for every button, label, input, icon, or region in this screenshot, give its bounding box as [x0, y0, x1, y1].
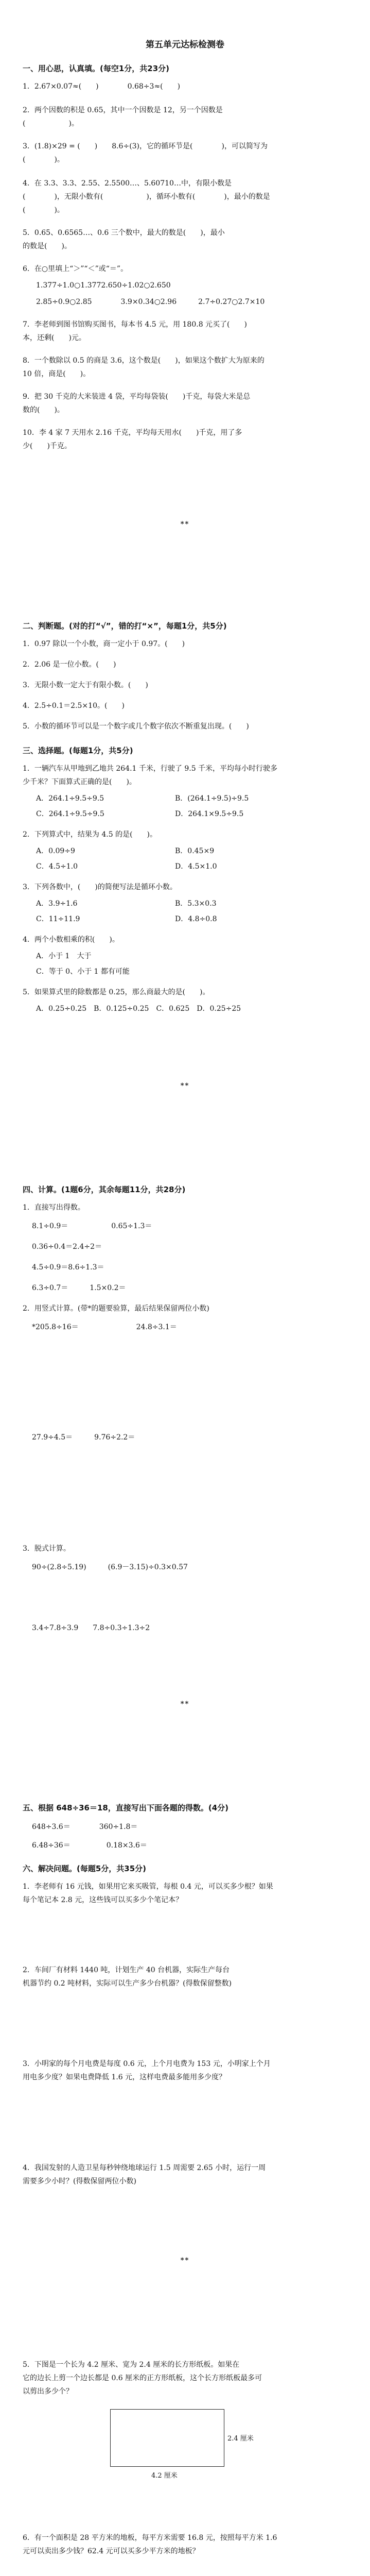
s4-row3: 4.5÷0.9＝8.6÷1.3＝	[32, 1263, 104, 1272]
s6-q6b: 元可以卖出多少钱？62.4 元可以买多少平方米的地板？	[23, 2547, 200, 2555]
s5-row2: 6.48÷36＝ 0.18×3.6＝	[32, 1841, 147, 1850]
s1-q2b: ( )。	[23, 120, 79, 128]
s1-q6: 6．在○里填上“＞”“＜”或“＝”。	[23, 265, 128, 273]
section-2-heading: 二、判断题。(对的打“√”，错的打“×”，每题1分，共5分)	[23, 621, 227, 631]
s2-q5: 5．小数的循环节可以是一个数字或几个数字依次不断重复出现。( )	[23, 722, 249, 731]
s1-q3b: ( )。	[23, 156, 64, 164]
s6-q3b: 用电多少度？如果电费降低 1.6 元，这样电费最多能用多少度？	[23, 2073, 226, 2081]
s1-q2a: 2．两个因数的积是 0.65，其中一个因数是 12，另一个因数是	[23, 106, 223, 114]
s3-q4-optB: C．等于 0、小于 1 都有可能	[36, 968, 130, 976]
s4-row5: *205.8÷16＝ 24.8÷3.1＝	[32, 1323, 177, 1331]
s3-q3-optC: C．11÷11.9	[36, 915, 80, 923]
s1-q3a: 3．(1.8)×29 = ( ) 8.6÷(3)，它的循环节是( )，可以简写为	[23, 142, 268, 150]
s3-q3-optB: B．5.3×0.3	[175, 900, 217, 908]
s6-q5a: 5．下图是一个长为 4.2 厘米、宽为 2.4 厘米的长方形纸板。如果在	[23, 2361, 240, 2369]
s6-q6a: 6．有一个面积是 28 平方米的地板，每平方米需要 16.8 元，按照每平方米 1.6	[23, 2534, 277, 2542]
s1-q10a: 10．李 4 家 7 天用水 2.16 千克，平均每天用水( )千克，用了多	[23, 429, 242, 437]
rect-height-label: 2.4 厘米	[227, 2435, 254, 2443]
s3-q3-optA: A．3.9÷1.6	[36, 900, 78, 908]
s1-q7a: 7．李老师到图书馆购买图书，每本书 4.5 元，用 180.8 元买了( )	[23, 320, 247, 329]
s6-q5c: 以剪出多少个？	[23, 2387, 73, 2396]
page-separator: **	[180, 1700, 190, 1708]
s4-q1: 1．直接写出得数。	[23, 1204, 85, 1212]
section-4-heading: 四、计算。(1题6分，其余每题11分，共28分)	[23, 1185, 186, 1194]
s1-q4c: ( )。	[23, 206, 64, 214]
s3-q1b: 少千米？下面算式正确的是( )。	[23, 778, 136, 786]
s1-q1: 1．2.67×0.07≈( ) 0.68÷3≈( )	[23, 82, 181, 91]
s3-q2-optA: A．0.09÷9	[36, 847, 75, 855]
page-separator: **	[180, 1082, 190, 1090]
s3-q2-optD: D．4.5×1.0	[175, 862, 217, 871]
s1-q8a: 8．一个数除以 0.5 的商是 3.6，这个数是( )，如果这个数扩大为原来的	[23, 357, 265, 365]
s6-q4b: 需要多少小时？(得数保留两位小数)	[23, 2177, 136, 2185]
s3-q5: 5．如果算式里的除数都是 0.25，那么商最大的是( )。	[23, 988, 210, 996]
s3-q3-optD: D．4.8÷0.8	[175, 915, 217, 923]
s4-row8: 3.4÷7.8÷3.9 7.8÷0.3÷1.3÷2	[32, 1624, 150, 1632]
s1-q5a: 5．0.65、0.6565…、0.6 三个数中，最大的数是( )，最小	[23, 229, 225, 237]
page-separator: **	[180, 2257, 190, 2264]
s3-q2: 2．下列算式中，结果为 4.5 的是( )。	[23, 831, 157, 839]
s1-q9a: 9．把 30 千克的大米装进 4 袋，平均每袋装( )千克，每袋大米是总	[23, 393, 251, 401]
s4-row2: 0.36÷0.4＝2.4÷2＝	[32, 1243, 102, 1251]
s3-q1a: 1．一辆汽车从甲地到乙地共 264.1 千米，行驶了 9.5 千米，平均每小时行驶多	[23, 765, 278, 773]
s3-q4: 4．两个小数相乘的积( )。	[23, 936, 119, 944]
s4-row6: 27.9÷4.5＝ 9.76÷2.2＝	[32, 1433, 135, 1442]
section-3-heading: 三、选择题。(每题1分，共5分)	[23, 746, 133, 755]
page-separator: **	[180, 520, 190, 528]
s3-q2-optB: B．0.45×9	[175, 847, 215, 855]
s1-q7b: 本，还剩( )元。	[23, 334, 86, 342]
s4-row1: 8.1÷0.9＝ 0.65÷1.3＝	[32, 1222, 152, 1230]
s6-q1b: 每个笔记本 2.8 元，这些钱可以买多少个笔记本？	[23, 1896, 183, 1904]
s1-q9b: 数的( )。	[23, 406, 64, 414]
s1-q10b: 少( )千克。	[23, 442, 72, 450]
rectangle-board	[110, 2409, 224, 2467]
section-1-heading: 一、用心思，认真填。(每空1分，共23分)	[23, 64, 170, 73]
s3-q1-optA: A．264.1÷9.5÷9.5	[36, 794, 104, 803]
s3-q2-optC: C．4.5÷1.0	[36, 862, 78, 871]
s6-q5b: 它的边长上剪一个边长都是 0.6 厘米的正方形纸板，这个长方形纸板最多可	[23, 2374, 262, 2382]
s3-q1-optC: C．264.1÷9.5÷9.5	[36, 810, 104, 818]
section-6-heading: 六、解决问题。(每题5分，共35分)	[23, 1864, 147, 1873]
s2-q3: 3．无限小数一定大于有限小数。( )	[23, 681, 148, 689]
s3-q3: 3．下列各数中，( )的简便写法是循环小数。	[23, 883, 177, 891]
s3-q4-optA: A．小于 1 大于	[36, 952, 92, 960]
section-5-heading: 五、根据 648÷36＝18，直接写出下面各题的得数。(4分)	[23, 1803, 228, 1812]
s4-row7: 90÷(2.8÷5.19) (6.9－3.15)÷0.3×0.57	[32, 1563, 188, 1571]
s2-q2: 2．2.06 是一位小数。( )	[23, 660, 116, 669]
s1-q5b: 的数是( )。	[23, 242, 72, 250]
page-title: 第五单元达标检测卷	[146, 40, 224, 50]
s6-q2b: 机器节约 0.2 吨材料，实际可以生产多少台机器？(得数保留整数)	[23, 1979, 232, 1988]
s4-q3: 3．脱式计算。	[23, 1545, 71, 1553]
s1-q4b: ( )，无限小数有( )，循环小数有( )，最小的数是	[23, 193, 270, 201]
s4-row4: 6.3÷0.7＝ 1.5×0.2＝	[32, 1284, 126, 1292]
s6-q4a: 4．我国发射的人造卫星每秒钟绕地球运行 1.5 周需要 2.65 小时，运行一周	[23, 2164, 266, 2172]
s1-q4a: 4．在 3.3、3.3、2.55、2.5500…、5.60710…中，有限小数是	[23, 179, 232, 188]
s4-q2: 2．用竖式计算。(带*的题要验算，最后结果保留两位小数)	[23, 1304, 209, 1313]
rect-width-label: 4.2 厘米	[151, 2472, 178, 2480]
s2-q4: 4．2.5÷0.1＝2.5×10。( )	[23, 702, 125, 710]
s3-q1-optD: D．264.1×9.5÷9.5	[175, 810, 244, 818]
s3-q1-optB: B．(264.1÷9.5)÷9.5	[175, 794, 249, 803]
s6-q2a: 2．车间厂有材料 1440 吨，计划生产 40 台机器，实际生产每台	[23, 1966, 230, 1974]
s1-q6-row1: 1.377÷1.0○1.3772.650÷1.02○2.650	[36, 281, 171, 290]
s1-q6-row2: 2.85÷0.9○2.85 3.9×0.34○2.96 2.7÷0.27○2.7×10	[36, 298, 265, 306]
s5-row1: 648÷3.6＝ 360÷1.8＝	[32, 1823, 138, 1831]
s6-q1a: 1．李老师有 16 元钱，如果用它来买吸管，每根 0.4 元，可以买多少根？如果	[23, 1883, 273, 1891]
s6-q3a: 3．小明家的每个月电费是每度 0.6 元，上个月电费为 153 元，小明家上个月	[23, 2060, 271, 2068]
s1-q8b: 10 倍，商是( )。	[23, 370, 91, 378]
s3-q5-options: A．0.25÷0.25 B．0.125÷0.25 C．0.625 D．0.25÷25	[36, 1005, 241, 1013]
s2-q1: 1．0.97 除以一个小数，商一定小于 0.97。( )	[23, 640, 185, 648]
